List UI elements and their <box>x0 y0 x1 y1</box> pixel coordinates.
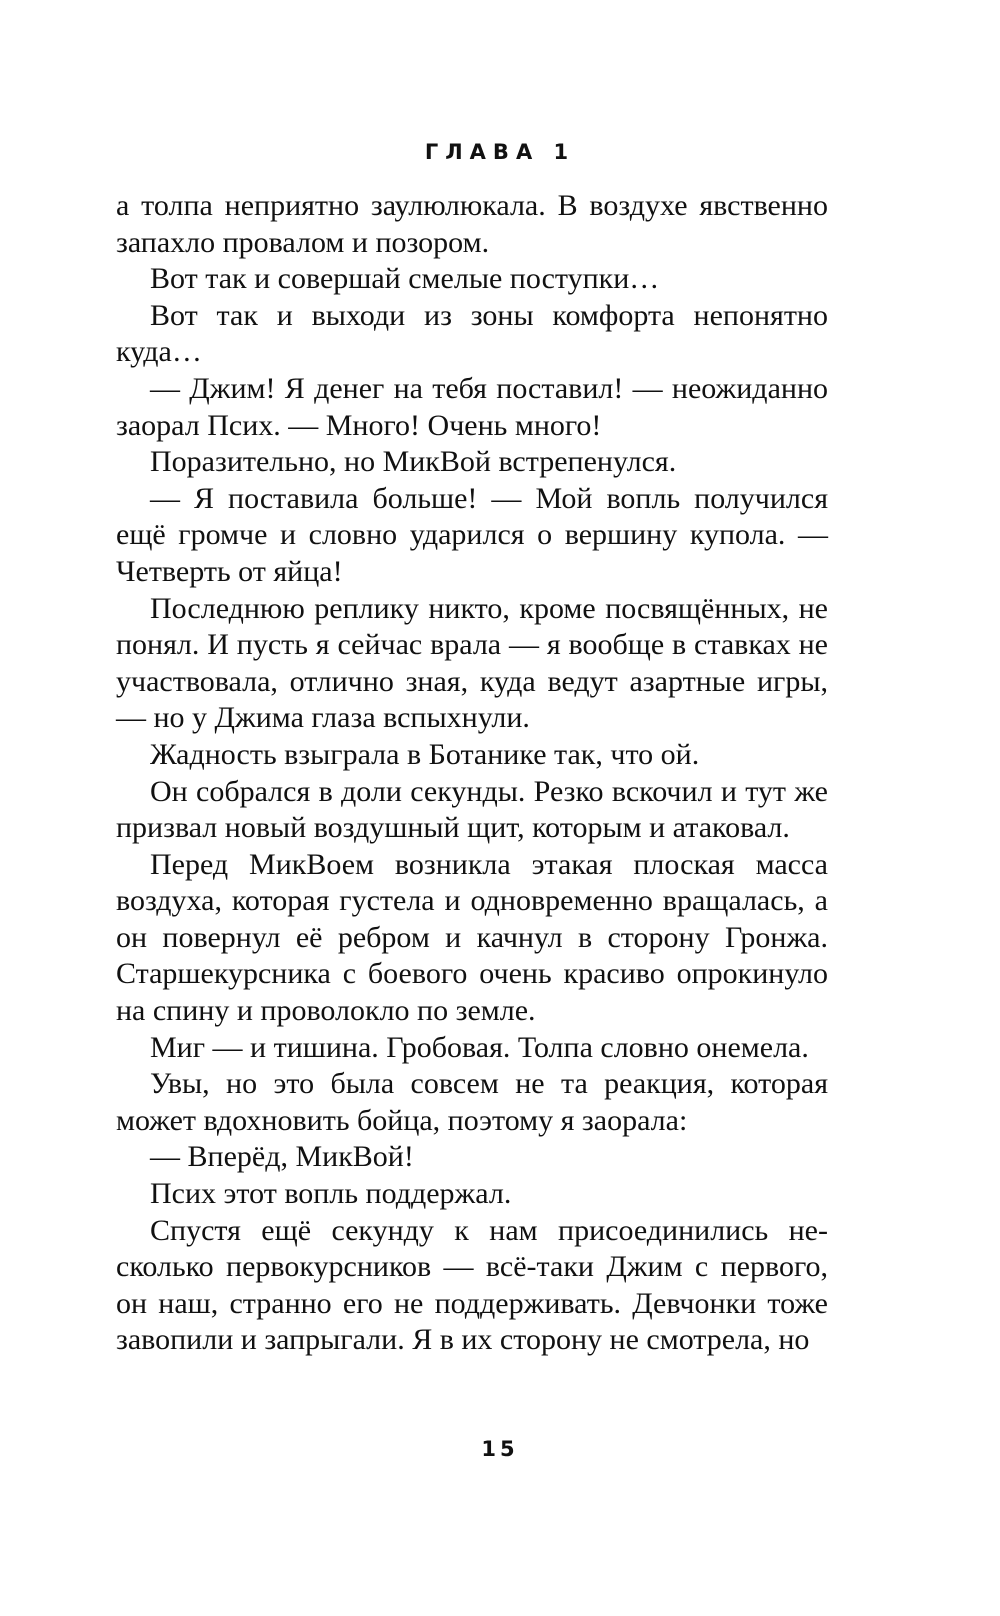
paragraph: Псих этот вопль поддержал. <box>150 1177 512 1211</box>
paragraph: Вот так и совершай смелые поступки… <box>150 262 660 296</box>
paragraph: — Джим! Я денег на тебя поставил! — неожиданно заорал Псих. — Много! Очень много! <box>116 371 828 442</box>
paragraph: Спустя ещё секунду к нам присоединились несколько первокурсников — всё-таки Джим с первого, он наш, странно его не поддерживать. Девчонки тоже завопили и запрыгали. Я в их сторону не смотрела, но <box>116 1213 828 1357</box>
page-number: 15 <box>481 1437 519 1461</box>
paragraph: а толпа неприятно заулюлюкала. В воздухе явственно запахло провалом и позором. <box>116 189 828 259</box>
paragraph: — Вперёд, МикВой! <box>150 1140 414 1174</box>
paragraph: Он собрался в доли секунды. Резко вскочил и тут же призвал новый воздушный щит, которым и атаковал. <box>116 774 828 845</box>
paragraph: Увы, но это была совсем не та реакция, которая может вдохновить бойца, поэтому я заорала: <box>116 1067 828 1137</box>
paragraph: Перед МикВоем возникла этакая плоская масса воздуха, которая густела и одновременно вращалась, а он повернул её ребром и качнул в сторону Гронжа. Старшекурсника с боевого очень красиво опрокинуло на спину и проволокло по земле. <box>116 847 828 1028</box>
paragraph: Вот так и выходи из зоны комфорта непонятно куда… <box>116 298 828 369</box>
paragraph: Последнюю реплику никто, кроме посвящённых, не понял. И пусть я сейчас врала — я вообще в ставках не участвовала, отлично зная, куда ведут азартные игры, — но у Джима глаза вспыхнули. <box>116 591 828 735</box>
body-text <box>116 188 828 1359</box>
paragraph: — Я поставила больше! — Мой вопль получился ещё громче и словно ударился о вершину купола. — Четверть от яйца! <box>116 481 828 588</box>
paragraph: Поразительно, но МикВой встрепенулся. <box>150 445 677 479</box>
paragraph: Миг — и тишина. Гробовая. Толпа словно онемела. <box>150 1030 809 1064</box>
paragraph: Жадность взыграла в Ботанике так, что ой. <box>150 737 700 771</box>
running-head: ГЛАВА 1 <box>424 140 576 164</box>
